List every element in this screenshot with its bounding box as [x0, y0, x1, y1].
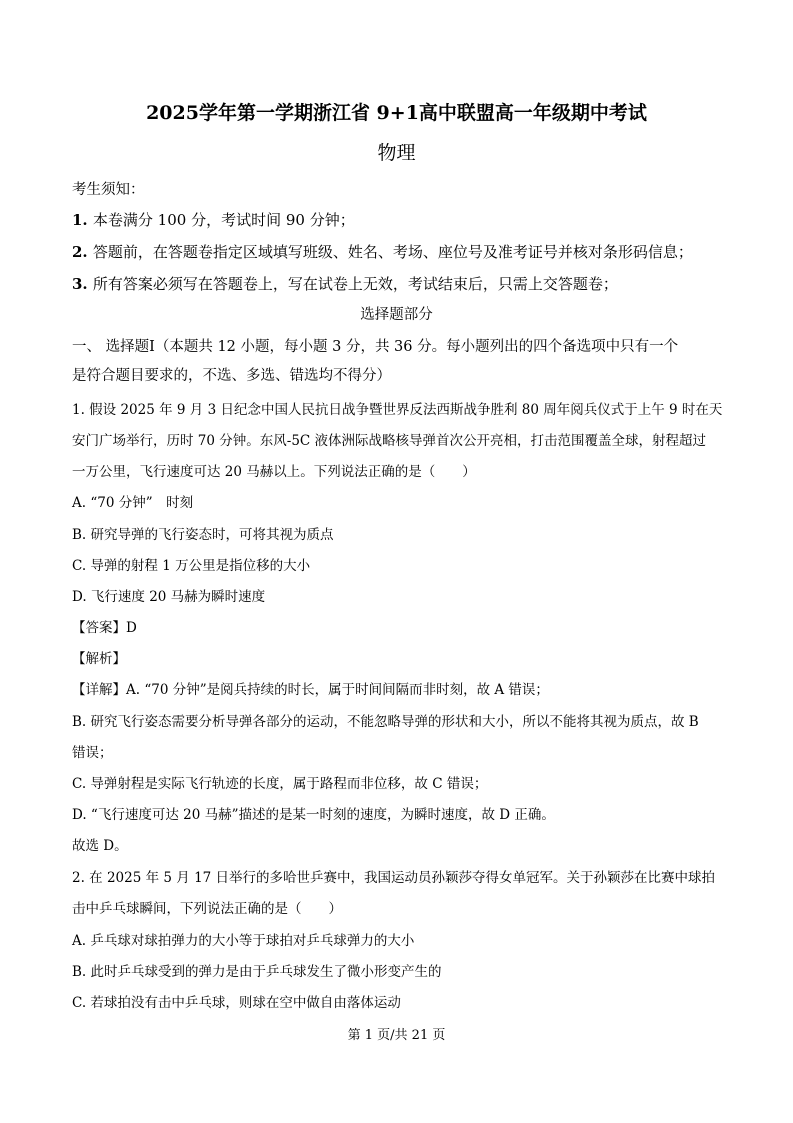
analysis-heading: 【解析】	[72, 651, 126, 667]
section-intro: 是符合题目要求的，不选、多选、错选均不得分）	[72, 368, 391, 384]
explanation-line: 错误；	[72, 745, 113, 761]
option-b: B. 研究导弹的飞行姿态时，可将其视为质点	[72, 527, 334, 543]
option-c: C. 导弹的射程 1 万公里是指位移的大小	[72, 558, 311, 574]
explanation-line: 【详解】A. “70 分钟”是阅兵持续的时长，属于时间间隔而非时刻，故 A 错误；	[72, 682, 549, 698]
notice-item	[72, 209, 355, 230]
section-title: 选择题部分	[360, 307, 433, 323]
notice-heading: 考生须知：	[72, 182, 145, 198]
option-b: B. 此时乒乓球受到的弹力是由于乒乓球发生了微小形变产生的	[72, 964, 442, 980]
explanation-line: D. “飞行速度可达 20 马赫”描述的是某一时刻的速度，为瞬时速度，故 D 正确。	[72, 807, 555, 823]
question-stem: 1. 假设 2025 年 9 月 3 日纪念中国人民抗日战争暨世界反法西斯战争胜利 80 周年阅兵仪式于上午 9 时在天	[72, 402, 723, 418]
notice-text: 本卷满分 100 分，考试时间 90 分钟；	[92, 211, 355, 229]
option-a: A. “70 分钟” 时刻	[72, 495, 194, 511]
notice-text: 答题前，在答题卷指定区域填写班级、姓名、考场、座位号及准考证号并核对条形码信息；	[92, 243, 693, 261]
question-stem: 安门广场举行，历时 70 分钟。东风-5C 液体洲际战略核导弹首次公开亮相，打击范围覆盖全球，射程超过	[72, 433, 707, 449]
question-stem: 2. 在 2025 年 5 月 17 日举行的多哈世乒赛中，我国运动员孙颖莎夺得女单冠军。关于孙颖莎在比赛中球拍	[72, 870, 716, 886]
page-footer: 第 1 页/共 21 页	[347, 1028, 446, 1043]
notice-text: 所有答案必须写在答题卷上，写在试卷上无效，考试结束后，只需上交答题卷；	[92, 275, 618, 293]
notice-number: 1.	[72, 211, 88, 229]
question-stem: 一万公里，飞行速度可达 20 马赫以上。下列说法正确的是（ ）	[72, 464, 476, 480]
explanation-line: C. 导弹射程是实际飞行轨迹的长度，属于路程而非位移，故 C 错误；	[72, 776, 488, 792]
notice-number: 3.	[72, 275, 88, 293]
notice-item	[72, 273, 618, 294]
subject-title: 物理	[377, 142, 416, 164]
option-c: C. 若球拍没有击中乒乓球，则球在空中做自由落体运动	[72, 995, 401, 1011]
section-intro: 一、 选择题Ⅰ（本题共 12 小题，每小题 3 分，共 36 分。每小题列出的四个备选项中只有一个	[72, 339, 679, 355]
option-a: A. 乒乓球对球拍弹力的大小等于球拍对乒乓球弹力的大小	[72, 933, 415, 949]
answer-label: 【答案】D	[72, 620, 137, 636]
explanation-line: B. 研究飞行姿态需要分析导弹各部分的运动，不能忽略导弹的形状和大小，所以不能将其视为质点，故 B	[72, 714, 699, 730]
explanation-line: 故选 D。	[72, 838, 128, 854]
question-stem: 击中乒乓球瞬间，下列说法正确的是（ ）	[72, 901, 342, 917]
option-d: D. 飞行速度 20 马赫为瞬时速度	[72, 589, 266, 605]
notice-number: 2.	[72, 243, 88, 261]
exam-title: 2025学年第一学期浙江省 9+1高中联盟高一年级期中考试	[146, 102, 647, 124]
notice-item	[72, 241, 693, 262]
